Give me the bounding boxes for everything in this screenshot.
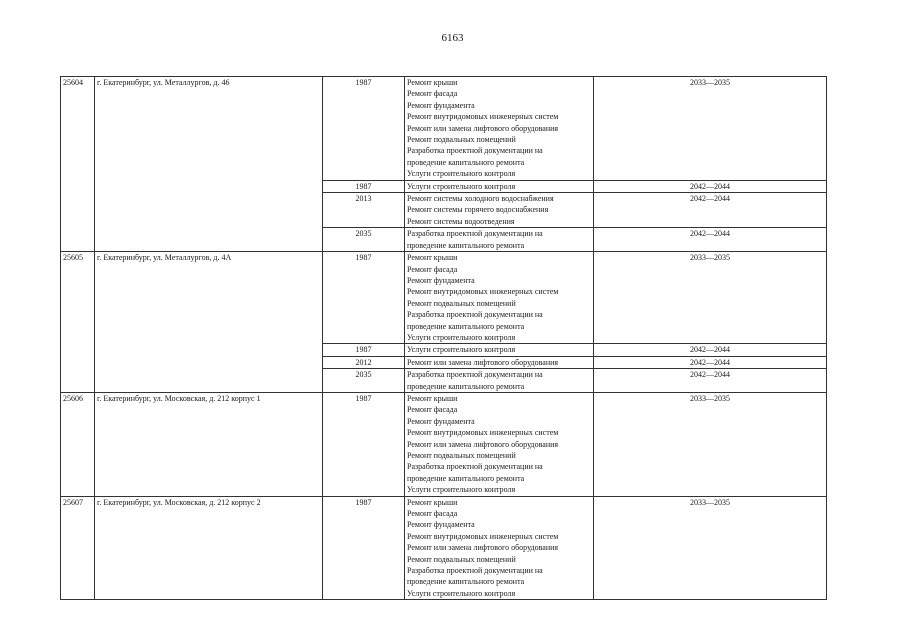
work-item: проведение капитального ремонта: [407, 381, 525, 391]
work-item: Ремонт системы горячего водоснабжения: [407, 205, 549, 215]
entry-year: 2035: [323, 369, 405, 393]
entry-year: 1987: [323, 252, 405, 344]
entry-period: 2033—2035: [594, 392, 827, 496]
entry-period: 2042—2044: [594, 193, 827, 228]
work-item: проведение капитального ремонта: [407, 321, 525, 331]
work-item: Разработка проектной документации на: [407, 566, 543, 576]
entry-period: 2033—2035: [594, 252, 827, 344]
work-item: проведение капитального ремонта: [407, 240, 525, 250]
entry-works: [405, 180, 594, 192]
entry-year: 2013: [323, 193, 405, 228]
entry-period: 2042—2044: [594, 228, 827, 252]
work-item: Разработка проектной документации на: [407, 462, 543, 472]
work-item: Ремонт фасада: [407, 264, 458, 274]
table-body: [61, 77, 827, 600]
work-item: Ремонт фундамента: [407, 416, 475, 426]
work-item: Услуги строительного контроля: [407, 345, 516, 355]
work-item: Ремонт или замена лифтового оборудования: [407, 123, 559, 133]
object-address: г. Екатеринбург, ул. Металлургов, д. 46: [95, 77, 323, 252]
work-item: Ремонт внутридомовых инженерных систем: [407, 112, 559, 122]
object-number: 25607: [61, 496, 95, 600]
entry-works: [405, 369, 594, 393]
object-number: 25606: [61, 392, 95, 496]
entry-works: [405, 193, 594, 228]
entry-period: 2033—2035: [594, 77, 827, 181]
work-item: проведение капитального ремонта: [407, 157, 525, 167]
work-item: Ремонт подвальных помещений: [407, 554, 516, 564]
object-number: 25604: [61, 77, 95, 252]
object-address: г. Екатеринбург, ул. Московская, д. 212 корпус 2: [95, 496, 323, 600]
object-address: г. Екатеринбург, ул. Металлургов, д. 4А: [95, 252, 323, 393]
work-item: Ремонт крыши: [407, 253, 458, 263]
entry-year: 2035: [323, 228, 405, 252]
work-item: Услуги строительного контроля: [407, 588, 516, 598]
work-item: Разработка проектной документации на: [407, 370, 543, 380]
work-item: Ремонт подвальных помещений: [407, 451, 516, 460]
work-item: Услуги строительного контроля: [407, 169, 516, 179]
entry-works: [405, 252, 594, 344]
work-item: проведение капитального ремонта: [407, 577, 525, 587]
work-item: Разработка проектной документации на: [407, 229, 543, 239]
entry-period: 2042—2044: [594, 356, 827, 368]
work-item: Услуги строительного контроля: [407, 485, 516, 495]
work-item: проведение капитального ремонта: [407, 473, 525, 483]
work-item: Ремонт фасада: [407, 509, 458, 519]
entry-period: 2042—2044: [594, 344, 827, 356]
entry-works: [405, 356, 594, 368]
work-item: Ремонт или замена лифтового оборудования: [407, 357, 559, 367]
entry-works: [405, 496, 594, 600]
work-item: Услуги строительного контроля: [407, 181, 516, 191]
entry-year: 1987: [323, 344, 405, 356]
work-item: Ремонт внутридомовых инженерных систем: [407, 287, 559, 297]
table-row: [61, 496, 827, 600]
capital-repair-table: [60, 76, 827, 600]
entry-works: [405, 344, 594, 356]
work-item: Ремонт крыши: [407, 393, 458, 403]
work-item: Ремонт или замена лифтового оборудования: [407, 439, 559, 449]
table-row: [61, 77, 827, 181]
table-row: [61, 252, 827, 344]
work-item: Ремонт внутридомовых инженерных систем: [407, 428, 559, 438]
work-item: Разработка проектной документации на: [407, 146, 543, 156]
work-item: Ремонт системы водоотведения: [407, 216, 515, 226]
work-item: Ремонт или замена лифтового оборудования: [407, 543, 559, 553]
work-item: Ремонт фасада: [407, 405, 458, 415]
object-address: г. Екатеринбург, ул. Московская, д. 212 корпус 1: [95, 392, 323, 496]
object-number: 25605: [61, 252, 95, 393]
entry-period: 2042—2044: [594, 369, 827, 393]
entry-year: 1987: [323, 496, 405, 600]
entry-period: 2042—2044: [594, 180, 827, 192]
work-item: Услуги строительного контроля: [407, 332, 516, 342]
page-number: 6163: [441, 32, 464, 44]
entry-works: [405, 392, 594, 496]
work-item: Ремонт внутридомовых инженерных систем: [407, 531, 559, 541]
entry-works: [405, 77, 594, 181]
work-item: Ремонт системы холодного водоснабжения: [407, 194, 554, 204]
work-item: Ремонт фасада: [407, 89, 458, 99]
work-item: Разработка проектной документации на: [407, 310, 543, 320]
entry-year: 1987: [323, 77, 405, 181]
work-item: Ремонт крыши: [407, 497, 458, 507]
entry-year: 1987: [323, 180, 405, 192]
work-item: Ремонт подвальных помещений: [407, 135, 516, 145]
table-row: [61, 392, 827, 496]
work-item: Ремонт фундамента: [407, 100, 475, 110]
work-item: Ремонт фундамента: [407, 520, 475, 530]
entry-works: [405, 228, 594, 252]
work-item: Ремонт фундамента: [407, 275, 475, 285]
entry-period: 2033—2035: [594, 496, 827, 600]
entry-year: 1987: [323, 392, 405, 496]
entry-year: 2012: [323, 356, 405, 368]
work-item: Ремонт крыши: [407, 78, 458, 87]
work-item: Ремонт подвальных помещений: [407, 298, 516, 308]
